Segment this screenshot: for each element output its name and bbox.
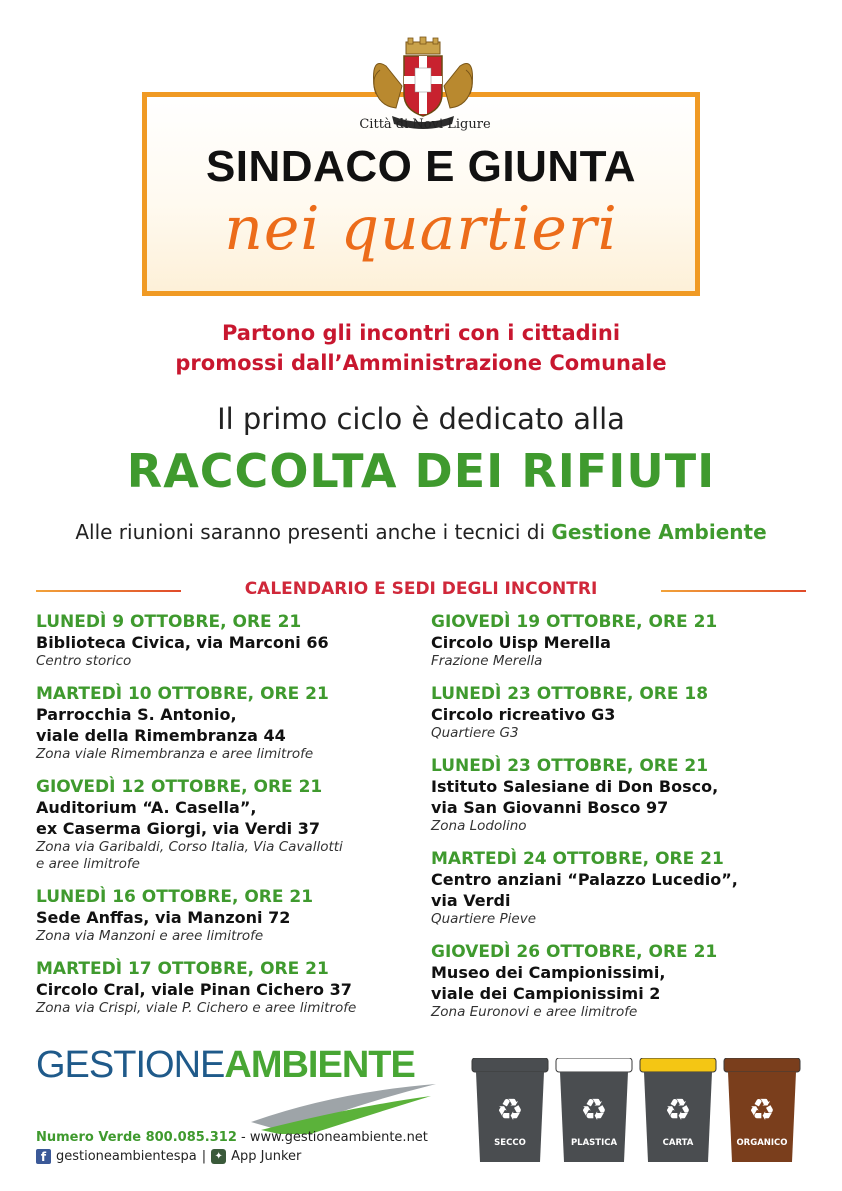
bin-secco	[470, 1058, 550, 1168]
event-area: Zona via Manzoni e aree limitrofe	[36, 928, 264, 944]
bin-label: SECCO	[494, 1138, 526, 1148]
logo-wordmark	[36, 1044, 415, 1087]
facebook-handle[interactable]: gestioneambientespa	[56, 1149, 197, 1164]
event-place: viale dei Campionissimi 2	[431, 984, 661, 1003]
event-date: MARTEDÌ 17 OTTOBRE, ORE 21	[36, 959, 329, 979]
event-item	[36, 777, 416, 873]
bin-organico	[722, 1058, 802, 1168]
phone-number: Numero Verde 800.085.312	[36, 1130, 237, 1145]
event-area: Zona via Crispi, viale P. Cichero e aree limitrofe	[36, 1000, 357, 1016]
event-item	[431, 612, 811, 670]
separator: |	[201, 1149, 207, 1164]
event-date: LUNEDÌ 23 OTTOBRE, ORE 18	[431, 684, 709, 704]
bin-label: PLASTICA	[570, 1138, 618, 1148]
event-item	[36, 612, 416, 670]
event-area: Zona Lodolino	[431, 818, 527, 834]
event-place: Auditorium “A. Casella”,	[36, 798, 257, 817]
subtitle	[0, 318, 842, 378]
event-place: Centro anziani “Palazzo Lucedio”,	[431, 870, 738, 889]
facebook-icon: f	[36, 1149, 51, 1164]
event-item	[431, 756, 811, 835]
intro-lead: Il primo ciclo è dedicato alla	[217, 402, 625, 436]
event-place: Circolo Uisp Merella	[431, 633, 611, 652]
bin-icon	[470, 1058, 550, 1168]
event-area: Zona viale Rimembranza e aree limitrofe	[36, 746, 314, 762]
gestione-ambiente-logo	[36, 1044, 416, 1124]
svg-text:♻: ♻	[664, 1093, 692, 1128]
event-area: Quartiere Pieve	[431, 911, 536, 927]
event-date: MARTEDÌ 10 OTTOBRE, ORE 21	[36, 684, 329, 704]
event-place: Sede Anffas, via Manzoni 72	[36, 908, 291, 927]
event-area: Frazione Merella	[431, 653, 543, 669]
contact-line	[36, 1130, 428, 1145]
calendar-column-left	[36, 612, 416, 1031]
headline: RACCOLTA DEI RIFIUTI	[126, 444, 716, 498]
calendar-column-right	[431, 612, 811, 1035]
logo-part1: GESTIONE	[36, 1044, 225, 1086]
event-item	[431, 849, 811, 928]
event-date: LUNEDÌ 9 OTTOBRE, ORE 21	[36, 612, 302, 632]
calendar-title: CALENDARIO E SEDI DEGLI INCONTRI	[244, 579, 598, 599]
city-name: Città di Novi Ligure	[359, 117, 491, 132]
event-place: ex Caserma Giorgi, via Verdi 37	[36, 819, 320, 838]
event-date: LUNEDÌ 23 OTTOBRE, ORE 21	[431, 756, 709, 776]
subtitle-line: Partono gli incontri con i cittadini	[221, 321, 621, 345]
event-place: Circolo Cral, viale Pinan Cichero 37	[36, 980, 352, 999]
bin-carta	[638, 1058, 718, 1168]
event-place: Museo dei Campionissimi,	[431, 963, 666, 982]
bin-icon	[638, 1058, 718, 1168]
event-area: Zona Euronovi e aree limitrofe	[431, 1004, 638, 1020]
event-place: Biblioteca Civica, via Marconi 66	[36, 633, 329, 652]
page-title: SINDACO E GIUNTA	[205, 142, 637, 191]
event-place: Parrocchia S. Antonio,	[36, 705, 237, 724]
event-place: via San Giovanni Bosco 97	[431, 798, 669, 817]
app-name[interactable]: App Junker	[231, 1149, 302, 1164]
event-place: viale della Rimembranza 44	[36, 726, 286, 745]
bin-icon	[722, 1058, 802, 1168]
bin-label: ORGANICO	[736, 1138, 788, 1148]
event-area: Quartiere G3	[431, 725, 519, 741]
event-area: e aree limitrofe	[36, 856, 140, 872]
junker-app-icon: ✦	[211, 1149, 226, 1164]
event-item	[36, 684, 416, 763]
presence-brand: Gestione Ambiente	[551, 520, 767, 544]
event-date: GIOVEDÌ 26 OTTOBRE, ORE 21	[431, 942, 718, 962]
presence-note	[0, 520, 842, 544]
event-date: GIOVEDÌ 19 OTTOBRE, ORE 21	[431, 612, 718, 632]
subtitle-line: promossi dall’Amministrazione Comunale	[175, 351, 667, 375]
social-line	[36, 1149, 301, 1164]
event-place: Istituto Salesiane di Don Bosco,	[431, 777, 719, 796]
event-place: via Verdi	[431, 891, 511, 910]
event-item	[431, 942, 811, 1021]
svg-text:♻: ♻	[748, 1093, 776, 1128]
website-link[interactable]: - www.gestioneambiente.net	[236, 1130, 428, 1145]
event-date: MARTEDÌ 24 OTTOBRE, ORE 21	[431, 849, 724, 869]
bin-label: CARTA	[662, 1138, 694, 1148]
event-area: Zona via Garibaldi, Corso Italia, Via Cavallotti	[36, 839, 343, 855]
bin-icon	[554, 1058, 634, 1168]
event-date: GIOVEDÌ 12 OTTOBRE, ORE 21	[36, 777, 323, 797]
event-item	[36, 887, 416, 945]
event-area: Centro storico	[36, 653, 132, 669]
page-title-script: nei quartieri	[224, 194, 618, 264]
presence-text: Alle riunioni saranno presenti anche i tecnici di	[75, 520, 546, 544]
bin-plastica	[554, 1058, 634, 1168]
event-item	[36, 959, 416, 1017]
event-date: LUNEDÌ 16 OTTOBRE, ORE 21	[36, 887, 314, 907]
logo-part2: AMBIENTE	[224, 1044, 415, 1086]
event-item	[431, 684, 811, 742]
waste-bins	[470, 1058, 810, 1170]
svg-text:♻: ♻	[580, 1093, 608, 1128]
svg-text:♻: ♻	[496, 1093, 524, 1128]
event-place: Circolo ricreativo G3	[431, 705, 616, 724]
